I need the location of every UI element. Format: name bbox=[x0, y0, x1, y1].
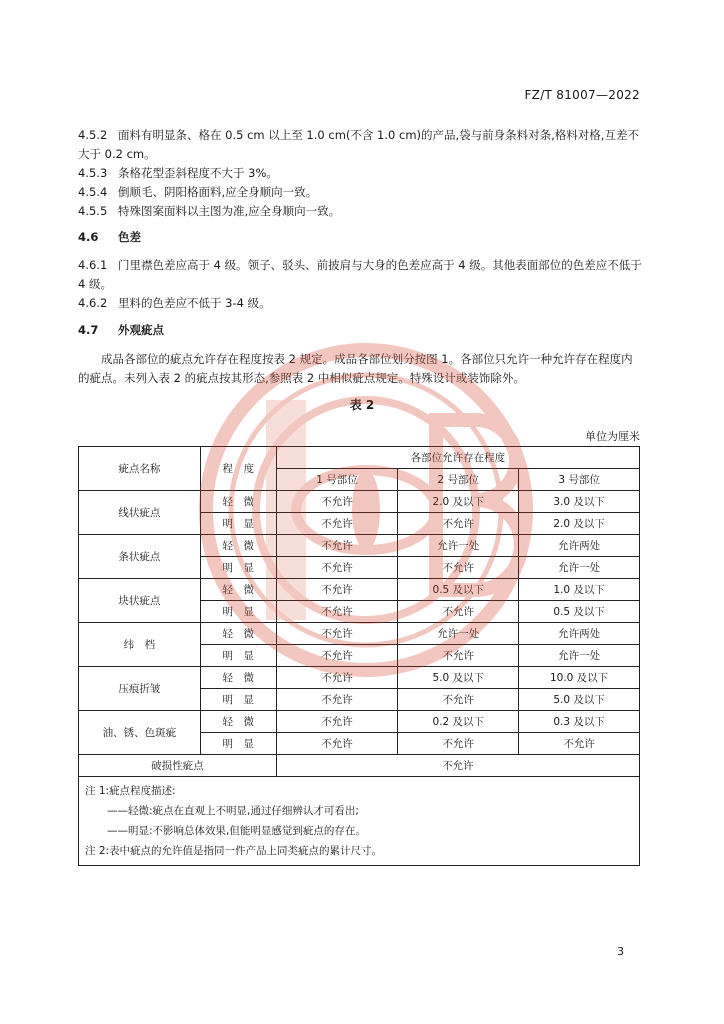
note-1-obvious: ——明显:不影响总体效果,但能明显感觉到疵点的存在。 bbox=[107, 825, 366, 837]
table-row: 块状疵点 轻 微 不允许 0.5 及以下 1.0 及以下 bbox=[79, 579, 640, 601]
header-defect-name: 疵点名称 bbox=[79, 447, 201, 491]
table-row: 明 显 不允许 不允许 允许一处 bbox=[79, 557, 640, 579]
table-row: 明 显 不允许 不允许 允许一处 bbox=[79, 645, 640, 667]
table-row: 明 显 不允许 不允许 2.0 及以下 bbox=[79, 513, 640, 535]
table-row: 条状疵点 轻 微 不允许 允许一处 允许两处 bbox=[79, 535, 640, 557]
table-row: 纬 档 轻 微 不允许 允许一处 允许两处 bbox=[79, 623, 640, 645]
table-row: 压痕折皱 轻 微 不允许 5.0 及以下 10.0 及以下 bbox=[79, 667, 640, 689]
note-1: 注 1:疵点程度描述: bbox=[85, 785, 176, 797]
page-number: 3 bbox=[617, 945, 624, 958]
para-4-5-2: 4.5.2 面料有明显条、格在 0.5 cm 以上至 1.0 cm(不含 1.0 cm)的产品,袋与前身条料对条,格料对格,互差不大于 0.2 cm。 bbox=[78, 128, 639, 161]
para-4-6-1: 4.6.1 门里襟色差应高于 4 级。领子、驳头、前披肩与大身的色差应高于 4 级。其他表面部位的色差应不低于 4 级。 bbox=[78, 258, 642, 291]
section-4-6-heading: 4.6 色差 bbox=[78, 230, 141, 244]
para-4-5-5: 4.5.5 特殊图案面料以主图为准,应全身顺向一致。 bbox=[78, 204, 341, 218]
standard-code: FZ/T 81007—2022 bbox=[524, 88, 640, 102]
header-position-3: 3 号部位 bbox=[519, 469, 640, 491]
note-1-light: ——轻微:疵点在直观上不明显,通过仔细辨认才可看出; bbox=[107, 805, 359, 817]
para-4-5-3: 4.5.3 条格花型歪斜程度不大于 3%。 bbox=[78, 166, 278, 180]
defect-table bbox=[78, 446, 640, 866]
para-4-7: 成品各部位的疵点允许存在程度按表 2 规定。成品各部位划分按图 1。各部位只允许一种允许存在程度内的疵点。未列入表 2 的疵点按其形态,参照表 2 中相似疵点规定。特殊设计或装饰除外。 bbox=[78, 352, 633, 385]
table-row: 破损性疵点 不允许 bbox=[79, 755, 640, 777]
table-row: 明 显 不允许 不允许 5.0 及以下 bbox=[79, 689, 640, 711]
header-degree: 程 度 bbox=[200, 447, 276, 491]
table-row: 明 显 不允许 不允许 不允许 bbox=[79, 733, 640, 755]
header-position-1: 1 号部位 bbox=[276, 469, 398, 491]
table-row: 油、锈、色斑疵 轻 微 不允许 0.2 及以下 0.3 及以下 bbox=[79, 711, 640, 733]
para-4-5-4: 4.5.4 倒顺毛、阴阳格面料,应全身顺向一致。 bbox=[78, 185, 318, 199]
table-caption: 表 2 bbox=[349, 398, 375, 412]
table-row: 明 显 不允许 不允许 0.5 及以下 bbox=[79, 601, 640, 623]
section-4-7-heading: 4.7 外观疵点 bbox=[78, 323, 164, 337]
table-row: 线状疵点 轻 微 不允许 2.0 及以下 3.0 及以下 bbox=[79, 491, 640, 513]
header-position-2: 2 号部位 bbox=[398, 469, 519, 491]
table-unit: 单位为厘米 bbox=[585, 430, 640, 443]
table-notes bbox=[79, 777, 640, 866]
note-2: 注 2:表中疵点的允许值是指同一件产品上同类疵点的累计尺寸。 bbox=[85, 845, 383, 857]
header-allowance-group: 各部位允许存在程度 bbox=[276, 447, 639, 469]
para-4-6-2: 4.6.2 里料的色差应不低于 3-4 级。 bbox=[78, 296, 271, 310]
